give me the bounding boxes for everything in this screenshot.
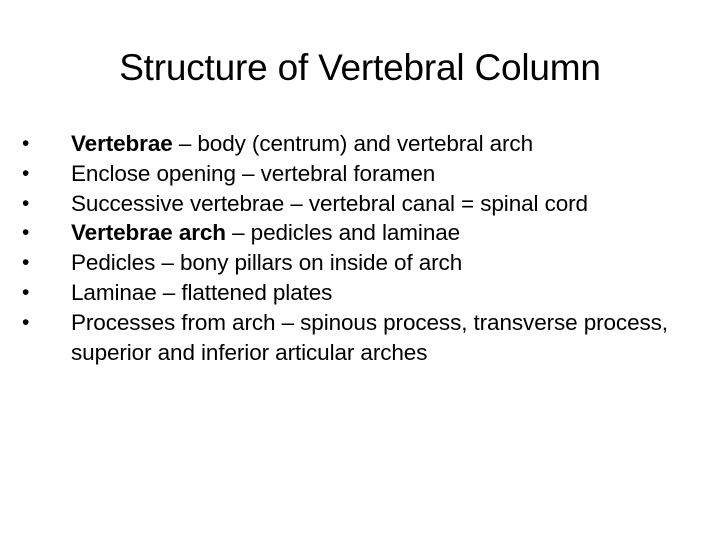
bullet-text: Enclose opening – vertebral foramen: [71, 160, 436, 186]
bullet-text: Laminae – flattened plates: [71, 279, 333, 305]
bullet-item-pedicles: [22, 248, 692, 278]
bullet-text: Successive vertebrae – vertebral canal = spinal cord: [71, 190, 588, 216]
bullet-dot-icon: •: [22, 251, 30, 275]
bullet-item-laminae: [22, 278, 692, 308]
bullet-dot-icon: •: [22, 191, 30, 215]
bullet-text: – pedicles and laminae: [225, 220, 461, 246]
bullet-term: Vertebrae: [71, 131, 173, 156]
bullet-dot-icon: •: [22, 280, 30, 304]
bullet-list: [22, 129, 692, 367]
bullet-dot-icon: •: [22, 161, 30, 185]
bullet-text: Pedicles – bony pillars on inside of arch: [71, 250, 463, 276]
bullet-text: – body (centrum) and vertebral arch: [172, 131, 533, 156]
bullet-dot-icon: •: [22, 221, 30, 245]
bullet-item-processes: [22, 308, 692, 368]
bullet-item-vertebrae: [22, 129, 692, 159]
bullet-item-successive-vertebrae: [22, 189, 692, 219]
bullet-item-enclose-opening: [22, 159, 692, 189]
bullet-dot-icon: •: [22, 132, 30, 155]
bullet-text: Processes from arch – spinous process, transverse process, superior and inferior articular arches: [71, 309, 668, 365]
slide-title: Structure of Vertebral Column: [119, 47, 601, 88]
bullet-term: Vertebrae arch: [71, 220, 226, 246]
bullet-dot-icon: •: [22, 310, 30, 334]
bullet-item-vertebrae-arch: [22, 218, 692, 248]
